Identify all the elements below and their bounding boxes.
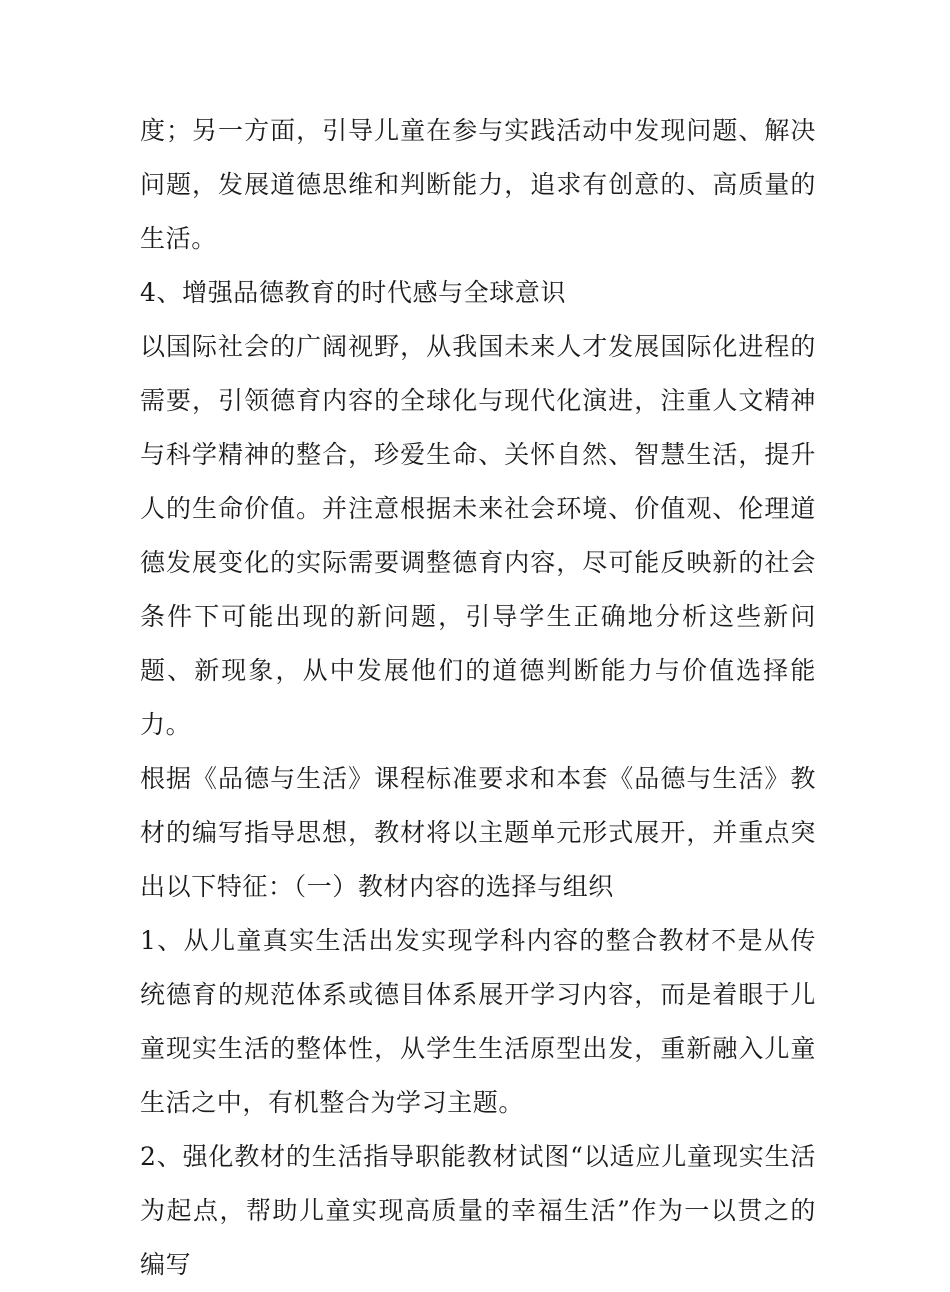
paragraph-point-1: 1、从儿童真实生活出发实现学科内容的整合教材不是从传统德育的规范体系或德目体系展开学习内容，而是着眼于儿童现实生活的整体性，从学生生活原型出发，重新融入儿童生活之中，有机整合为学习主题。	[140, 926, 816, 1117]
paragraph-point-2: 2、强化教材的生活指导职能教材试图“以适应儿童现实生活为起点，帮助儿童实现高质量的幸福生活”作为一以贯之的编写	[140, 1142, 816, 1279]
paragraph-continuation: 度；另一方面，引导儿童在参与实践活动中发现问题、解决问题，发展道德思维和判断能力，追求有创意的、高质量的生活。	[140, 116, 816, 253]
section-heading-4: 4、增强品德教育的时代感与全球意识	[140, 278, 567, 307]
paragraph-textbook-features: 根据《品德与生活》课程标准要求和本套《品德与生活》教材的编写指导思想，教材将以主题单元形式展开，并重点突出以下特征：（一）教材内容的选择与组织	[140, 764, 816, 901]
paragraph-global-awareness: 以国际社会的广阔视野，从我国未来人才发展国际化进程的需要，引领德育内容的全球化与现代化演进，注重人文精神与科学精神的整合，珍爱生命、关怀自然、智慧生活，提升人的生命价值。并注意根据未来社会环境、价值观、伦理道德发展变化的实际需要调整德育内容，尽可能反映新的社会条件下可能出现的新问题，引导学生正确地分析这些新问题、新现象，从中发展他们的道德判断能力与价值选择能力。	[140, 332, 816, 739]
document-body	[140, 104, 816, 1292]
